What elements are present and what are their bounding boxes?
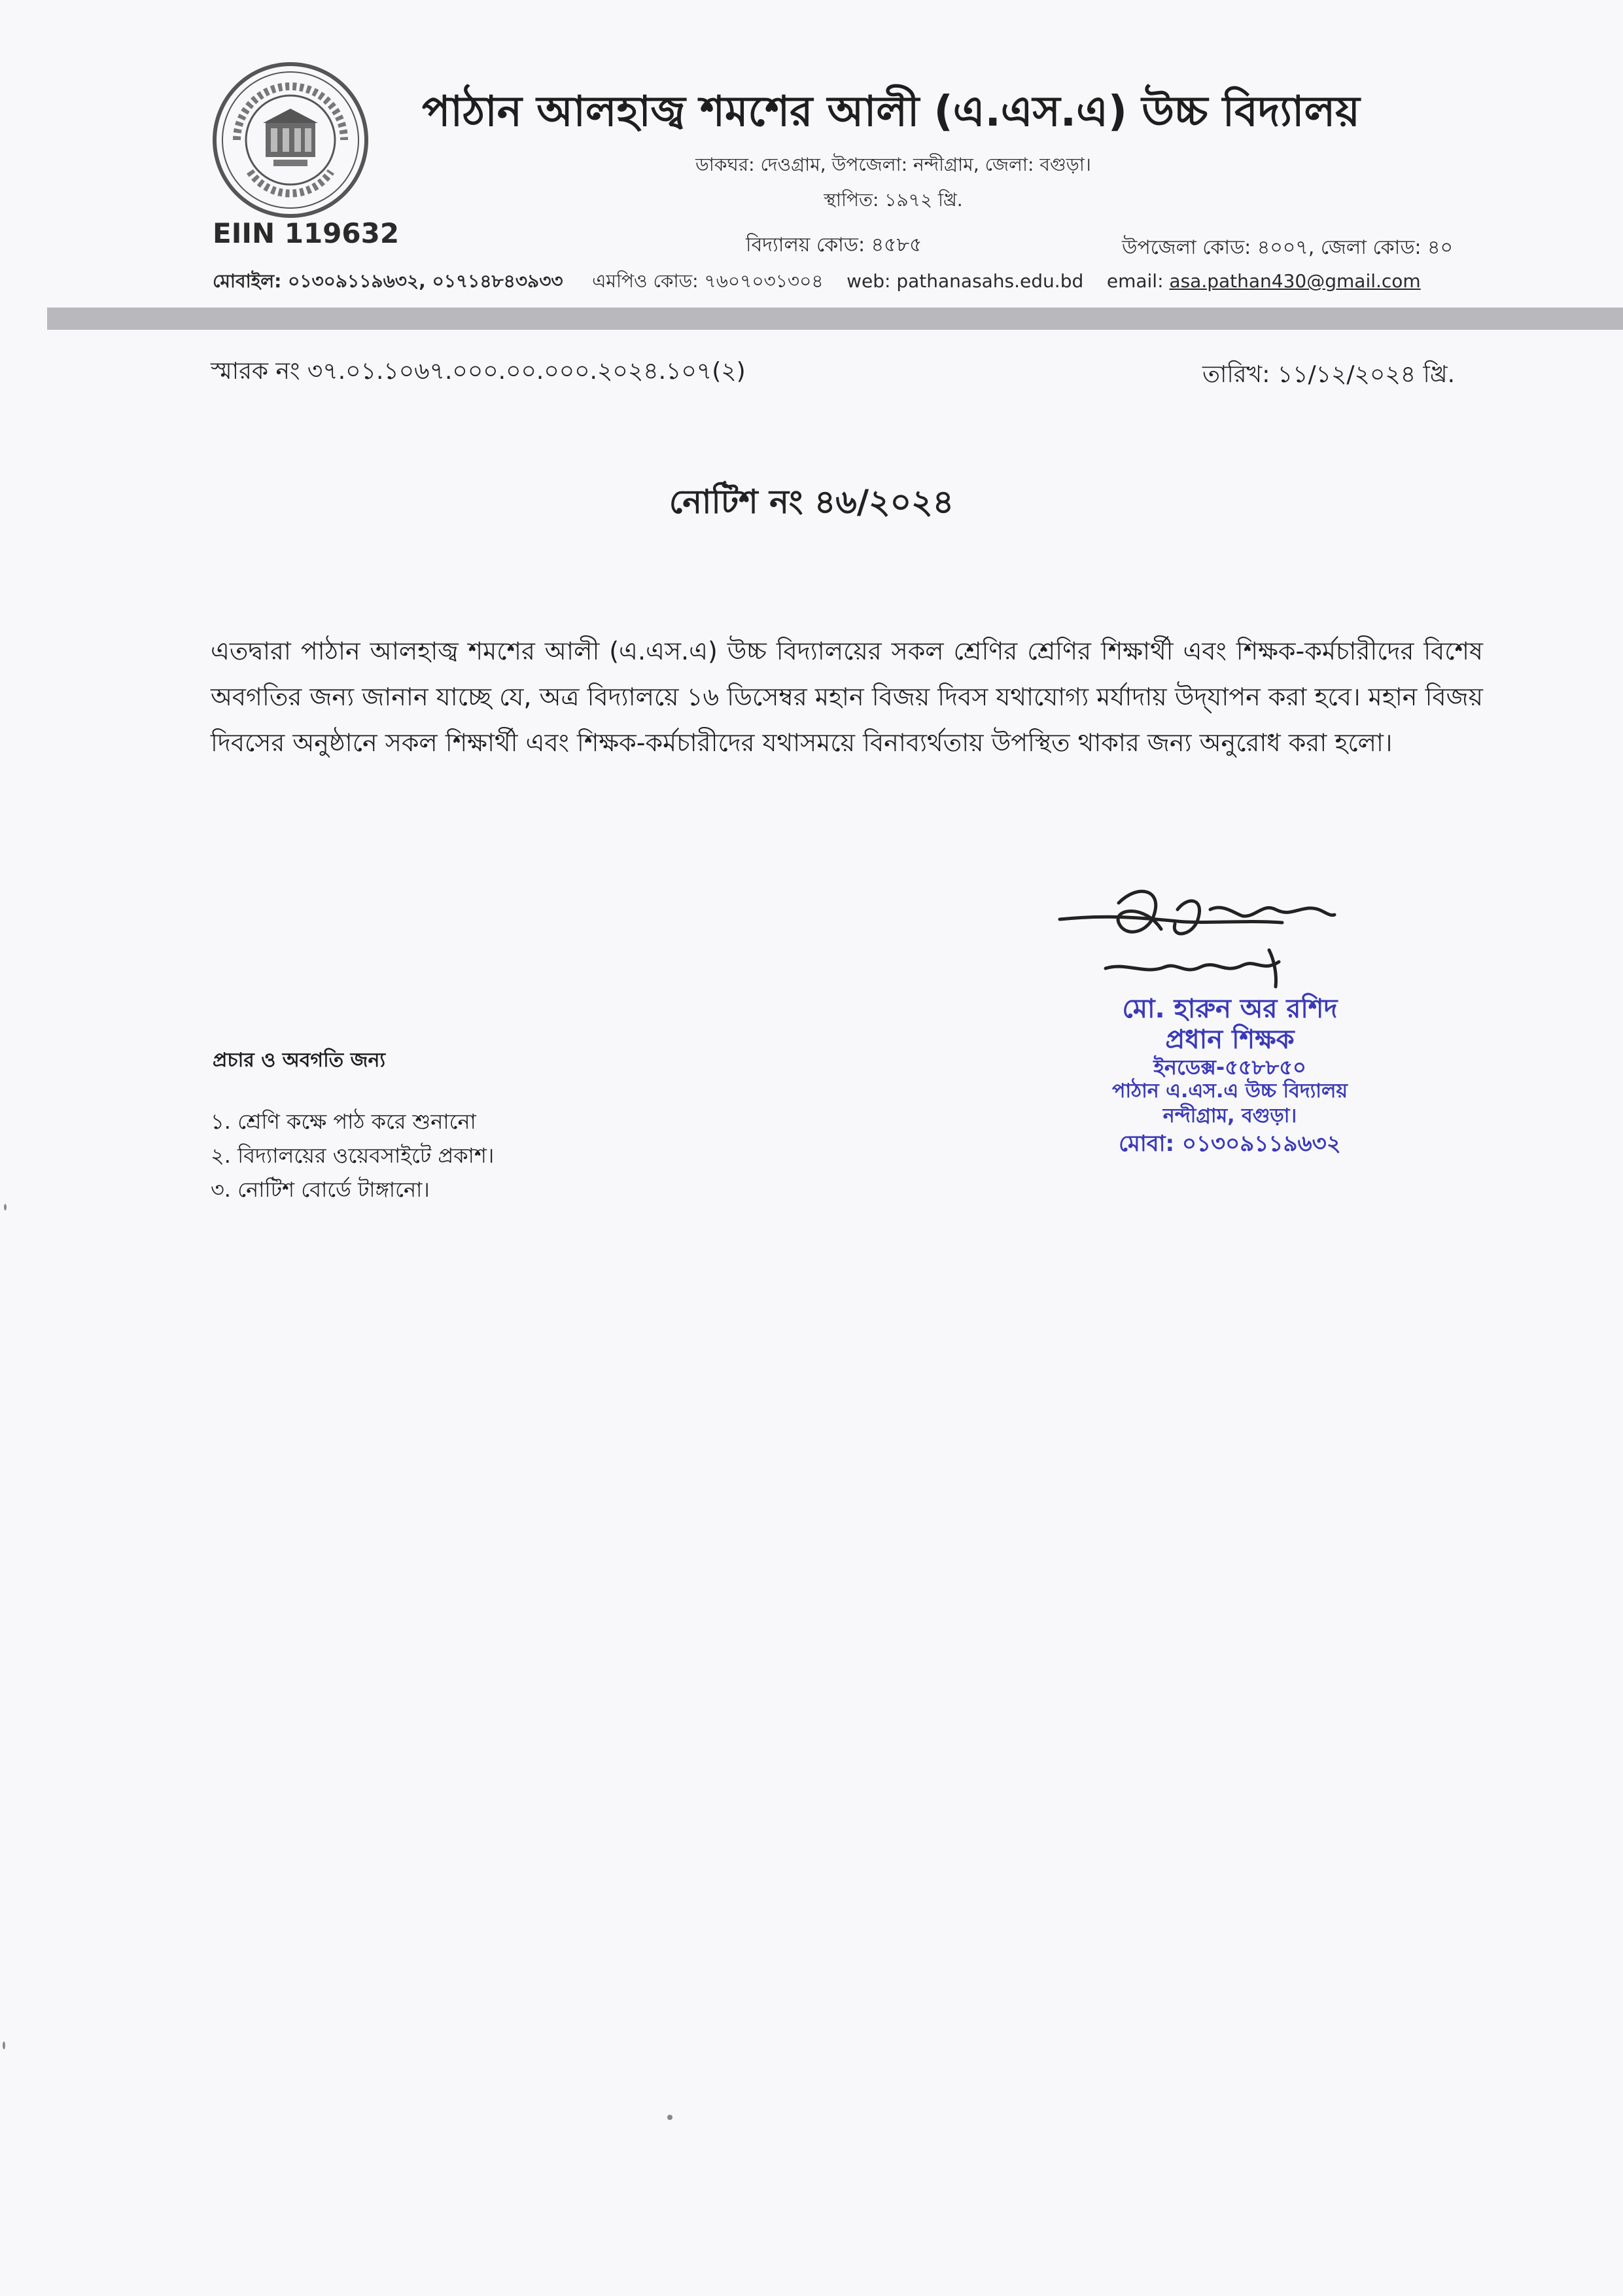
mpo-code: এমপিও কোড: ৭৬০৭০৩১৩০৪ xyxy=(592,270,824,292)
memo-date: তারিখ: ১১/১২/২০২৪ খ্রি. xyxy=(1202,361,1456,388)
email-link[interactable]: asa.pathan430@gmail.com xyxy=(1169,270,1421,292)
distribution-list xyxy=(211,1104,494,1207)
email-label: email: xyxy=(1106,270,1164,292)
headmaster-title: প্রধান শিক্ষক xyxy=(1165,1025,1295,1055)
website[interactable]: web: pathanasahs.edu.bd xyxy=(846,270,1084,292)
stamp-school-name: পাঠান এ.এস.এ উচ্চ বিদ্যালয় xyxy=(1111,1080,1348,1103)
headmaster-name: মো. হারুন অর রশিদ xyxy=(1122,994,1338,1024)
scan-speck xyxy=(4,1204,7,1210)
signature-stamp xyxy=(1047,993,1413,1158)
stamp-mobile: মোবা: ০১৩০৯১১৯৬৩২ xyxy=(1119,1131,1341,1157)
established-year: স্থাপিত: ১৯৭২ খ্রি. xyxy=(824,189,963,211)
memo-number: স্মারক নং ৩৭.০১.১০৬৭.০০০.০০.০০০.২০২৪.১০৭(২) xyxy=(211,358,746,385)
mobile-numbers: মোবাইল: ০১৩০৯১১৯৬৩২, ০১৭১৪৮৪৩৯৩৩ xyxy=(213,270,563,292)
notice-title: নোটিশ নং ৪৬/২০২৪ xyxy=(669,483,954,521)
upazila-district-code: উপজেলা কোড: ৪০০৭, জেলা কোড: ৪০ xyxy=(1122,236,1454,259)
scan-speck xyxy=(667,2115,672,2120)
school-address: ডাকঘর: দেওগ্রাম, উপজেলা: নন্দীগ্রাম, জেলা: বগুড়া। xyxy=(695,154,1091,175)
scan-speck xyxy=(3,2041,5,2049)
school-code: বিদ্যালয় কোড: ৪৫৮৫ xyxy=(746,234,922,256)
stamp-place: নন্দীগ্রাম, বগুড়া। xyxy=(1162,1104,1297,1127)
eiin-number: EIIN 119632 xyxy=(213,217,400,249)
notice-body: এতদ্বারা পাঠান আলহাজ্ব শমশের আলী (এ.এস.এ) উচ্চ বিদ্যালয়ের সকল শ্রেণির শ্রেণির শিক্ষার্থী এবং শিক্ষক-কর্মচারীদের বিশেষ অবগতির জন্য জানান যাচ্ছে যে, অত্র বিদ্যালয়ে ১৬ ডিসেম্বর মহান বিজয় দিবস যথাযোগ্য মর্যাদায় উদ্‌যাপন করা হবে। মহান বিজয় দিবসের অনুষ্ঠানে সকল শিক্ষার্থী এবং শিক্ষক-কর্মচারীদের যথাসময়ে বিনাব্যর্থতায় উপস্থিত থাকার জন্য অনুরোধ করা হলো। xyxy=(211,637,1483,757)
school-name: পাঠান আলহাজ্ব শমশের আলী (এ.এস.এ) উচ্চ বিদ্যালয় xyxy=(422,88,1360,136)
headmaster-index: ইনডেক্স-৫৫৮৮৫০ xyxy=(1153,1055,1306,1080)
list-item: ১. শ্রেণি কক্ষে পাঠ করে শুনানো xyxy=(211,1109,476,1134)
list-item: ২. বিদ্যালয়ের ওয়েবসাইটে প্রকাশ। xyxy=(211,1143,495,1168)
header-divider-bar xyxy=(47,308,1623,330)
list-item: ৩. নোটিশ বোর্ডে টাঙ্গানো। xyxy=(211,1177,430,1202)
handwritten-signature xyxy=(1047,877,1387,995)
distribution-heading: প্রচার ও অবগতি জন্য xyxy=(213,1049,386,1072)
contact-row xyxy=(213,267,1421,298)
